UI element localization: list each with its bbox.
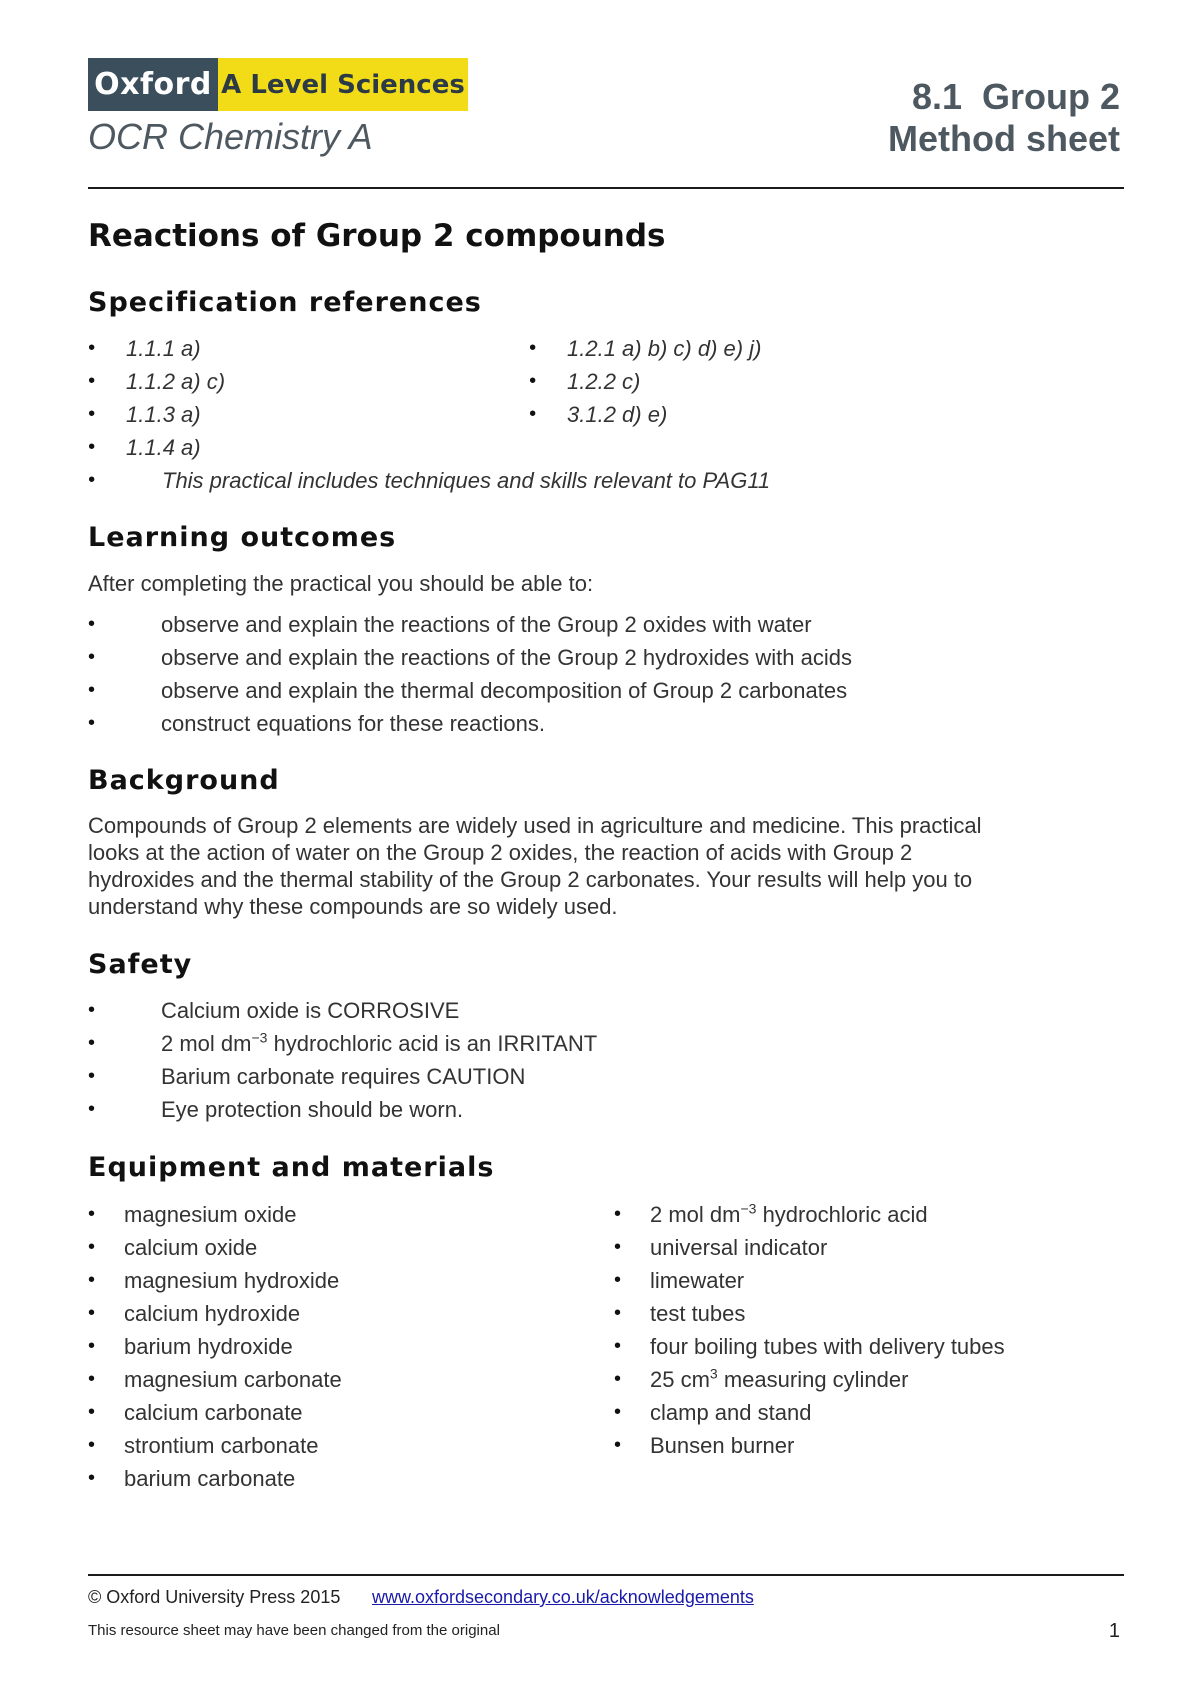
- sheet-number: 8.1 Group 2: [911, 76, 1120, 117]
- bullet-icon: •: [88, 1368, 96, 1390]
- list-item: • 1.1.2 a) c): [88, 365, 508, 398]
- page-number: 1: [1108, 1620, 1120, 1642]
- list-item: • 2 mol $dm^{-3}$ hydrochloric acid: [614, 1198, 1124, 1231]
- bullet-icon: •: [614, 1335, 622, 1357]
- list-item: • Bunsen burner: [614, 1429, 1124, 1462]
- sheet-type: Method sheet: [887, 118, 1120, 159]
- equipment-heading: Equipment and materials: [88, 1152, 495, 1183]
- list-item: • 1.1.4 a): [88, 431, 508, 464]
- bullet-icon: •: [614, 1434, 622, 1456]
- footer-copyright: © Oxford University Press 2015: [88, 1587, 341, 1607]
- footer-divider: [88, 1574, 1124, 1576]
- bullet-icon: •: [88, 469, 96, 491]
- bullet-icon: •: [88, 1335, 96, 1357]
- bullet-icon: •: [529, 370, 537, 392]
- list-item: • calcium hydroxide: [88, 1297, 588, 1330]
- list-item: • 1.2.2 c): [529, 365, 1029, 398]
- bullet-icon: •: [88, 1302, 96, 1324]
- learning-list: [88, 608, 1088, 740]
- list-item: • calcium carbonate: [88, 1396, 588, 1429]
- list-item: • magnesium hydroxide: [88, 1264, 588, 1297]
- bullet-icon: •: [614, 1236, 622, 1258]
- bullet-icon: •: [88, 403, 96, 425]
- bullet-icon: •: [614, 1368, 622, 1390]
- acknowledgements-link[interactable]: www.oxfordsecondary.co.uk/acknowledgements: [372, 1587, 754, 1607]
- list-item: • Calcium oxide is CORROSIVE: [88, 994, 1088, 1027]
- bullet-icon: •: [88, 712, 96, 734]
- page-title: Reactions of Group 2 compounds: [88, 218, 666, 254]
- bullet-icon: •: [88, 370, 96, 392]
- list-item: • barium carbonate: [88, 1462, 588, 1495]
- list-item: • 2 mol $dm^{-3}$ hydrochloric acid is an IRRITANT: [88, 1027, 1088, 1060]
- method-sheet-page: [88, 0, 1124, 1696]
- spec-heading: Specification references: [88, 287, 482, 318]
- list-item: • observe and explain the thermal decomposition of Group 2 carbonates: [88, 674, 1088, 707]
- equipment-list-right: [614, 1198, 1124, 1462]
- list-item: • 1.2.1 a) b) c) d) e) j): [529, 332, 1029, 365]
- list-item: • magnesium oxide: [88, 1198, 588, 1231]
- list-item: • test tubes: [614, 1297, 1124, 1330]
- spec-list-left: [88, 332, 508, 464]
- list-item: • universal indicator: [614, 1231, 1124, 1264]
- list-item: • magnesium carbonate: [88, 1363, 588, 1396]
- list-item: • observe and explain the reactions of the Group 2 hydroxides with acids: [88, 641, 1088, 674]
- bullet-icon: •: [614, 1269, 622, 1291]
- bullet-icon: •: [88, 999, 96, 1021]
- list-item: • 3.1.2 d) e): [529, 398, 1029, 431]
- bullet-icon: •: [88, 1434, 96, 1456]
- subject-title: OCR Chemistry A: [88, 116, 373, 157]
- sheet-identifier: [888, 76, 1120, 160]
- list-item: • calcium oxide: [88, 1231, 588, 1264]
- list-item: • barium hydroxide: [88, 1330, 588, 1363]
- bullet-icon: •: [88, 1203, 96, 1225]
- spec-note: [88, 464, 1088, 497]
- bullet-icon: •: [88, 337, 96, 359]
- bullet-icon: •: [88, 1065, 96, 1087]
- list-item: • 1.1.3 a): [88, 398, 508, 431]
- bullet-icon: •: [88, 1098, 96, 1120]
- bullet-icon: •: [614, 1302, 622, 1324]
- list-item: • Barium carbonate requires CAUTION: [88, 1060, 1088, 1093]
- bullet-icon: •: [88, 436, 96, 458]
- equipment-list-left: [88, 1198, 588, 1495]
- bullet-icon: •: [88, 646, 96, 668]
- list-item: • four boiling tubes with delivery tubes: [614, 1330, 1124, 1363]
- safety-list: [88, 994, 1088, 1126]
- list-item: • strontium carbonate: [88, 1429, 588, 1462]
- bullet-icon: •: [88, 1401, 96, 1423]
- brand-logo: [88, 58, 468, 111]
- bullet-icon: •: [88, 679, 96, 701]
- bullet-icon: •: [614, 1203, 622, 1225]
- list-item: • clamp and stand: [614, 1396, 1124, 1429]
- bullet-icon: •: [529, 337, 537, 359]
- list-item: • Eye protection should be worn.: [88, 1093, 1088, 1126]
- bullet-icon: •: [88, 1032, 96, 1054]
- bullet-icon: •: [529, 403, 537, 425]
- background-text: Compounds of Group 2 elements are widely used in agriculture and medicine. This practical looks at the action of water on the Group 2 oxides, the reaction of acids with Group 2 hydroxides and the thermal stability of the Group 2 carbonates. Your results will help you to understand why these compounds are so widely used.: [88, 813, 982, 919]
- spec-list-right: [529, 332, 1029, 431]
- list-item: • construct equations for these reactions.: [88, 707, 1088, 740]
- list-item: • 25 $cm^3$ measuring cylinder: [614, 1363, 1124, 1396]
- list-item: • 1.1.1 a): [88, 332, 508, 365]
- bullet-icon: •: [88, 1467, 96, 1489]
- bullet-icon: •: [88, 613, 96, 635]
- bullet-icon: •: [614, 1401, 622, 1423]
- learning-heading: Learning outcomes: [88, 522, 397, 553]
- list-item: • observe and explain the reactions of the Group 2 oxides with water: [88, 608, 1088, 641]
- list-item: • This practical includes techniques and skills relevant to PAG11: [88, 464, 1088, 497]
- footer-note: This resource sheet may have been changed from the original: [88, 1622, 500, 1639]
- list-item: • limewater: [614, 1264, 1124, 1297]
- header-divider: [88, 187, 1124, 189]
- safety-heading: Safety: [88, 949, 193, 980]
- background-heading: Background: [88, 765, 280, 796]
- brand-oxford-label: Oxford: [88, 58, 218, 111]
- learning-intro: After completing the practical you should be able to:: [88, 571, 594, 596]
- bullet-icon: •: [88, 1236, 96, 1258]
- bullet-icon: •: [88, 1269, 96, 1291]
- brand-series-label: A Level Sciences: [218, 58, 468, 111]
